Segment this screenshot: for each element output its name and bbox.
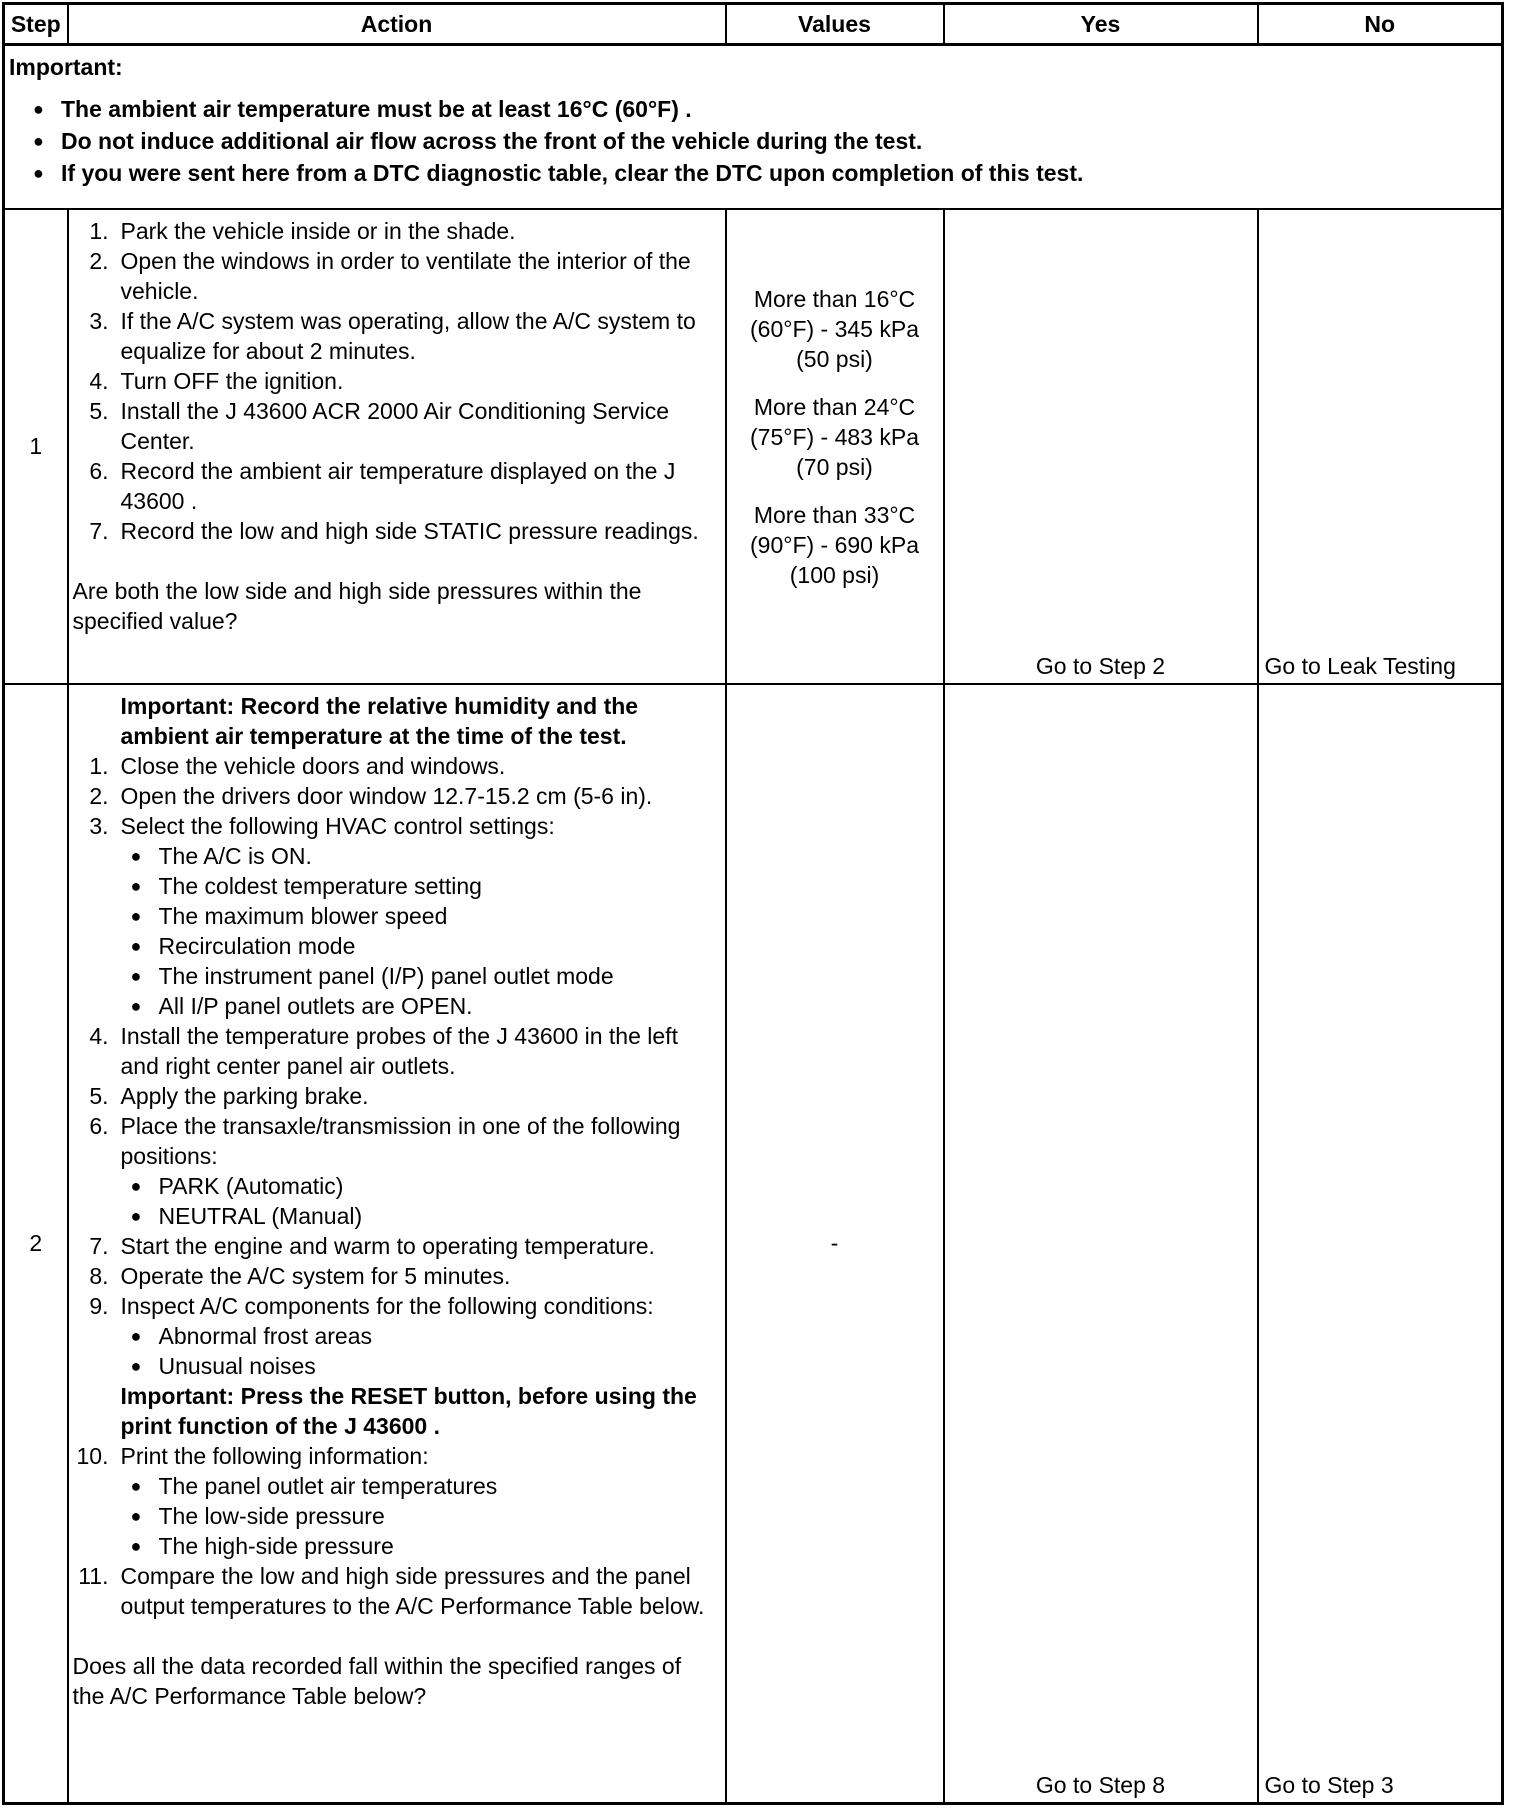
step-2-important-note: Important: Record the relative humidity and the ambient air temperature at the time of the test. — [120, 692, 639, 749]
step-2-question: Does all the data recorded fall within the specified ranges of the A/C Performance Table below? — [72, 1652, 682, 1709]
list-item: 8. Operate the A/C system for 5 minutes. — [89, 1262, 511, 1289]
item-text: Install the temperature probes of the J 43600 in the left and right center panel air outlets. — [120, 1022, 678, 1079]
important-cell — [4, 45, 1503, 209]
header-step: Step — [4, 4, 68, 45]
item-text: Install the J 43600 ACR 2000 Air Conditioning Service Center. — [120, 397, 669, 454]
important-title: Important: — [9, 54, 123, 80]
sub-bullet: ● Unusual noises — [73, 1351, 717, 1381]
value-group — [727, 284, 943, 374]
header-row — [4, 4, 1503, 45]
important-bullet: ● Do not induce additional air flow across the front of the vehicle during the test. — [9, 126, 1497, 156]
list-item: 3. If the A/C system was operating, allow the A/C system to equalize for about 2 minutes. — [89, 307, 696, 364]
item-text: Select the following HVAC control settings: — [120, 812, 555, 839]
list-item: 10. Print the following information: ● The panel outlet air temperatures ● The low-side pressure ● The high-side pressure — [73, 1441, 717, 1561]
list-item: 6. Record the ambient air temperature displayed on the J 43600 . — [89, 457, 676, 514]
important-bullet: ● If you were sent here from a DTC diagnostic table, clear the DTC upon completion of this test. — [9, 158, 1497, 188]
list-item: 4. Turn OFF the ignition. — [89, 367, 344, 394]
value-line: (100 psi) — [789, 562, 880, 588]
sub-bullet: ● The coldest temperature setting — [73, 871, 717, 901]
list-item: 5. Install the J 43600 ACR 2000 Air Conditioning Service Center. — [89, 397, 669, 454]
list-item: 9. Inspect A/C components for the following conditions: ● Abnormal frost areas ● Unusual noises — [73, 1291, 717, 1381]
step-1-action — [68, 209, 726, 684]
step-2-no: Go to Step 3 — [1258, 684, 1503, 1804]
value-line: (50 psi) — [796, 346, 873, 372]
sub-bullet: ● The low-side pressure — [73, 1501, 717, 1531]
list-item: 2. Open the drivers door window 12.7-15.2 cm (5-6 in). — [89, 782, 653, 809]
sub-bullet: ● The high-side pressure — [73, 1531, 717, 1561]
sub-bullet: ● The maximum blower speed — [73, 901, 717, 931]
sub-bullet: ● Abnormal frost areas — [73, 1321, 717, 1351]
list-item: 3. Select the following HVAC control settings: ● The A/C is ON. ● The coldest temperature setting ● The maximum blower speed ● Recirculation mode ● The instrument panel (I/P) panel outlet mode ● All I/P panel outlets are OPEN. — [73, 811, 717, 1021]
item-text: Open the drivers door window 12.7-15.2 cm (5-6 in). — [120, 782, 653, 809]
important-row — [4, 45, 1503, 209]
value-group — [727, 392, 943, 482]
step-2-action — [68, 684, 726, 1804]
step-1-no: Go to Leak Testing — [1258, 209, 1503, 684]
item-text: Compare the low and high side pressures and the panel output temperatures to the A/C Performance Table below. — [120, 1562, 705, 1619]
diagnostic-table — [2, 2, 1504, 1805]
step-2-list-continued — [73, 1441, 717, 1621]
item-text: Park the vehicle inside or in the shade. — [120, 217, 516, 244]
list-item: 7. Start the engine and warm to operating temperature. — [89, 1232, 655, 1259]
list-item: 7. Record the low and high side STATIC pressure readings. — [89, 517, 699, 544]
step-number: 1 — [4, 209, 68, 684]
list-item: 5. Apply the parking brake. — [89, 1082, 369, 1109]
step-2-row — [4, 684, 1503, 1804]
step-2-yes: Go to Step 8 — [944, 684, 1258, 1804]
list-item: 11. Compare the low and high side pressures and the panel output temperatures to the A/C Performance Table below. — [78, 1562, 705, 1619]
step-2-list — [73, 751, 717, 1381]
value-group — [727, 500, 943, 590]
step-1-values — [726, 209, 944, 684]
step-2-important-note-reset: Important: Press the RESET button, before using the print function of the J 43600 . — [120, 1382, 697, 1439]
step-1-list — [73, 216, 717, 546]
sub-bullet: ● All I/P panel outlets are OPEN. — [73, 991, 717, 1021]
header-values: Values — [726, 4, 944, 45]
value-line: (60°F) - 345 kPa — [750, 316, 919, 342]
header-no: No — [1258, 4, 1503, 45]
list-item: 4. Install the temperature probes of the J 43600 in the left and right center panel air outlets. — [89, 1022, 678, 1079]
value-line: (75°F) - 483 kPa — [750, 424, 919, 450]
list-item: 2. Open the windows in order to ventilate the interior of the vehicle. — [89, 247, 691, 304]
header-yes: Yes — [944, 4, 1258, 45]
value-line: (70 psi) — [796, 454, 873, 480]
item-text: If the A/C system was operating, allow the A/C system to equalize for about 2 minutes. — [120, 307, 696, 364]
sub-bullet: ● NEUTRAL (Manual) — [73, 1201, 717, 1231]
item-text: Operate the A/C system for 5 minutes. — [120, 1262, 511, 1289]
step-2-values: - — [726, 684, 944, 1804]
value-line: (90°F) - 690 kPa — [750, 532, 919, 558]
value-line: More than 16°C — [753, 286, 916, 312]
item-text: Inspect A/C components for the following conditions: — [120, 1292, 654, 1319]
list-item: 1. Park the vehicle inside or in the shade. — [89, 217, 516, 244]
step-1-yes: Go to Step 2 — [944, 209, 1258, 684]
step-1-question: Are both the low side and high side pressures within the specified value? — [72, 577, 642, 634]
sub-bullet: ● The panel outlet air temperatures — [73, 1471, 717, 1501]
important-bullet: ● The ambient air temperature must be at least 16°C (60°F) . — [9, 94, 1497, 124]
item-text: Open the windows in order to ventilate the interior of the vehicle. — [120, 247, 691, 304]
sub-bullet: ● The instrument panel (I/P) panel outlet mode — [73, 961, 717, 991]
item-text: Print the following information: — [120, 1442, 429, 1469]
list-item: 1. Close the vehicle doors and windows. — [89, 752, 506, 779]
value-line: More than 33°C — [753, 502, 916, 528]
item-text: Record the low and high side STATIC pressure readings. — [120, 517, 699, 544]
step-1-row — [4, 209, 1503, 684]
list-item: 6. Place the transaxle/transmission in one of the following positions: ● PARK (Automatic) ● NEUTRAL (Manual) — [73, 1111, 717, 1231]
sub-bullet: ● Recirculation mode — [73, 931, 717, 961]
item-text: Start the engine and warm to operating temperature. — [120, 1232, 655, 1259]
item-text: Turn OFF the ignition. — [120, 367, 344, 394]
sub-bullet: ● PARK (Automatic) — [73, 1171, 717, 1201]
step-number: 2 — [4, 684, 68, 1804]
item-text: Record the ambient air temperature displayed on the J 43600 . — [120, 457, 676, 514]
value-line: More than 24°C — [753, 394, 916, 420]
header-action: Action — [68, 4, 726, 45]
item-text: Apply the parking brake. — [120, 1082, 369, 1109]
item-text: Close the vehicle doors and windows. — [120, 752, 506, 779]
sub-bullet: ● The A/C is ON. — [73, 841, 717, 871]
item-text: Place the transaxle/transmission in one of the following positions: — [120, 1112, 681, 1169]
